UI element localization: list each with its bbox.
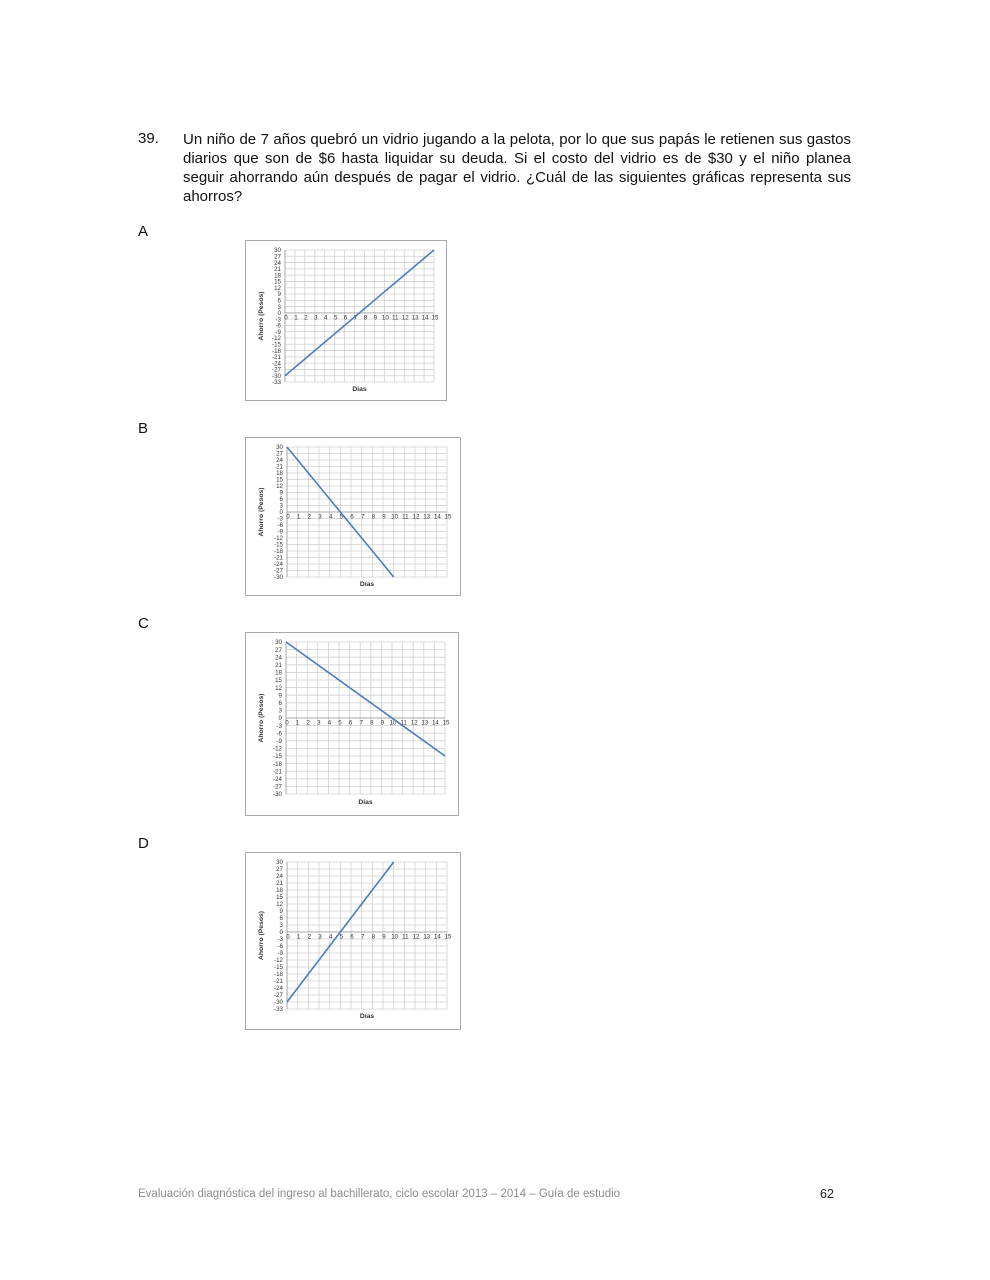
x-tick-label: 14 bbox=[431, 719, 439, 727]
x-tick-label: 8 bbox=[370, 719, 374, 727]
x-tick-label: 13 bbox=[421, 719, 429, 727]
y-tick-label: -6 bbox=[277, 943, 283, 951]
y-tick-label: 27 bbox=[276, 450, 283, 458]
x-tick-label: 1 bbox=[296, 933, 301, 941]
x-tick-label: 13 bbox=[423, 513, 431, 521]
y-tick-label: -24 bbox=[273, 776, 282, 783]
y-tick-label: -18 bbox=[272, 347, 281, 355]
chart-option-a bbox=[245, 240, 447, 401]
y-tick-label: -21 bbox=[274, 554, 283, 562]
y-tick-label: -21 bbox=[273, 768, 282, 776]
x-tick-label: 8 bbox=[363, 314, 368, 322]
y-tick-label: 3 bbox=[277, 303, 281, 311]
y-tick-label: -12 bbox=[274, 957, 283, 965]
y-tick-label: 24 bbox=[274, 259, 281, 267]
y-tick-label: 30 bbox=[276, 444, 283, 452]
y-tick-label: 12 bbox=[276, 901, 283, 909]
series-line bbox=[286, 642, 445, 756]
y-tick-label: -33 bbox=[274, 1006, 283, 1014]
x-tick-label: 5 bbox=[333, 314, 338, 322]
y-tick-label: -27 bbox=[274, 992, 283, 1000]
x-tick-label: 11 bbox=[400, 719, 407, 727]
y-tick-label: 24 bbox=[276, 457, 283, 465]
x-tick-label: 7 bbox=[360, 933, 365, 941]
y-tick-label: -15 bbox=[273, 753, 282, 761]
y-tick-label: -24 bbox=[274, 985, 283, 993]
question-number: 39. bbox=[138, 130, 159, 147]
y-tick-label: -27 bbox=[272, 366, 281, 374]
y-axis-label: Ahorro (Pesos) bbox=[258, 291, 265, 341]
x-tick-label: 15 bbox=[442, 719, 450, 727]
x-tick-label: 9 bbox=[373, 314, 378, 322]
y-tick-label: -18 bbox=[274, 548, 283, 556]
y-tick-label: 6 bbox=[277, 297, 281, 305]
y-tick-label: 0 bbox=[278, 715, 282, 723]
y-tick-label: 3 bbox=[278, 707, 282, 715]
y-tick-label: -12 bbox=[273, 745, 282, 753]
x-tick-label: 6 bbox=[343, 314, 348, 322]
x-tick-label: 12 bbox=[410, 719, 418, 727]
y-tick-label: 18 bbox=[274, 272, 281, 280]
x-tick-label: 0 bbox=[284, 314, 288, 322]
x-tick-label: 7 bbox=[360, 513, 365, 521]
y-tick-label: 18 bbox=[276, 470, 283, 478]
option-label-b: B bbox=[138, 420, 149, 437]
y-tick-label: 24 bbox=[275, 654, 282, 662]
y-tick-label: -18 bbox=[274, 971, 283, 979]
y-tick-label: -3 bbox=[275, 316, 281, 324]
chart-d-svg bbox=[246, 853, 460, 1029]
y-tick-label: 18 bbox=[276, 887, 283, 895]
x-tick-label: 10 bbox=[389, 719, 397, 727]
x-tick-label: 2 bbox=[307, 933, 312, 941]
y-tick-label: -24 bbox=[272, 360, 281, 368]
y-tick-label: 6 bbox=[279, 915, 283, 923]
y-tick-label: -30 bbox=[273, 791, 282, 799]
y-tick-label: -15 bbox=[272, 341, 281, 349]
y-axis-label: Ahorro (Pesos) bbox=[258, 693, 265, 743]
x-tick-label: 6 bbox=[350, 513, 354, 521]
y-tick-label: 12 bbox=[276, 483, 283, 491]
x-tick-label: 9 bbox=[382, 933, 386, 941]
y-tick-label: -6 bbox=[275, 322, 281, 330]
y-tick-label: 3 bbox=[279, 502, 283, 510]
y-tick-label: 0 bbox=[279, 509, 283, 517]
y-tick-label: -3 bbox=[276, 722, 282, 730]
chart-c-svg bbox=[246, 633, 458, 815]
y-tick-label: -9 bbox=[277, 528, 283, 536]
y-tick-label: -9 bbox=[276, 738, 282, 745]
x-tick-label: 14 bbox=[421, 314, 429, 322]
x-tick-label: 15 bbox=[444, 513, 452, 521]
x-tick-label: 9 bbox=[380, 719, 385, 727]
y-tick-label: 9 bbox=[277, 291, 281, 299]
y-tick-label: -21 bbox=[272, 354, 281, 362]
x-tick-label: 1 bbox=[295, 719, 300, 727]
x-tick-label: 4 bbox=[327, 719, 332, 727]
y-tick-label: 18 bbox=[275, 669, 282, 677]
x-tick-label: 8 bbox=[371, 933, 376, 941]
y-tick-label: -30 bbox=[274, 574, 283, 582]
x-tick-label: 15 bbox=[444, 933, 452, 941]
x-axis-label: Días bbox=[359, 581, 375, 588]
chart-a-svg bbox=[246, 241, 446, 400]
y-tick-label: 30 bbox=[274, 247, 281, 255]
y-tick-label: 15 bbox=[276, 894, 283, 902]
y-tick-label: 3 bbox=[279, 922, 283, 930]
x-tick-label: 12 bbox=[401, 314, 409, 322]
x-tick-label: 0 bbox=[285, 719, 289, 727]
question-text: Un niño de 7 años quebró un vidrio jugando a la pelota, por lo que sus papás le retienen sus gastos diarios que son de $6 hasta liquidar su deuda. Si el costo del vidrio es de $30 y el niño planea seguir ahorrando aún después de pagar el vidrio. ¿Cuál de las siguientes gráficas representa sus ahorros? bbox=[183, 131, 851, 205]
y-tick-label: 21 bbox=[276, 880, 283, 888]
x-tick-label: 13 bbox=[423, 933, 431, 941]
x-tick-label: 11 bbox=[392, 314, 399, 322]
x-tick-label: 7 bbox=[359, 719, 363, 727]
y-tick-label: 0 bbox=[277, 310, 281, 318]
y-tick-label: 6 bbox=[278, 700, 282, 707]
y-tick-label: 12 bbox=[274, 284, 281, 292]
y-tick-label: 27 bbox=[276, 866, 283, 874]
x-tick-label: 8 bbox=[371, 513, 376, 521]
x-tick-label: 3 bbox=[318, 513, 322, 521]
x-tick-label: 1 bbox=[294, 314, 298, 322]
y-tick-label: -9 bbox=[277, 950, 283, 958]
x-tick-label: 5 bbox=[339, 513, 344, 521]
y-tick-label: -6 bbox=[276, 730, 282, 738]
y-tick-label: 0 bbox=[279, 929, 283, 937]
x-tick-label: 10 bbox=[381, 314, 389, 322]
x-tick-label: 11 bbox=[402, 933, 409, 941]
option-label-d: D bbox=[138, 835, 149, 852]
y-tick-label: -12 bbox=[272, 335, 281, 343]
option-label-a: A bbox=[138, 223, 149, 240]
x-tick-label: 9 bbox=[382, 513, 386, 521]
x-tick-label: 4 bbox=[324, 314, 328, 322]
y-tick-label: 30 bbox=[276, 859, 283, 867]
x-tick-label: 10 bbox=[391, 933, 399, 941]
y-tick-label: -3 bbox=[277, 936, 283, 944]
y-tick-label: -27 bbox=[273, 783, 282, 791]
x-tick-label: 1 bbox=[296, 513, 301, 521]
y-axis-label: Ahorro (Pesos) bbox=[258, 487, 265, 537]
y-tick-label: -24 bbox=[274, 561, 283, 569]
x-tick-label: 3 bbox=[317, 719, 321, 727]
y-axis-label: Ahorro (Pesos) bbox=[258, 910, 265, 961]
y-tick-label: -30 bbox=[274, 999, 283, 1007]
y-tick-label: 27 bbox=[275, 646, 282, 654]
y-tick-label: -27 bbox=[274, 567, 283, 575]
x-tick-label: 2 bbox=[304, 314, 308, 322]
y-tick-label: -21 bbox=[274, 978, 283, 986]
x-tick-label: 7 bbox=[353, 314, 358, 322]
x-tick-label: 12 bbox=[412, 933, 420, 941]
y-tick-label: 12 bbox=[275, 684, 282, 692]
footer-text: Evaluación diagnóstica del ingreso al bachillerato, ciclo escolar 2013 – 2014 – Guía de estudio bbox=[138, 1188, 621, 1200]
x-tick-label: 3 bbox=[318, 933, 322, 941]
x-tick-label: 14 bbox=[433, 933, 441, 941]
x-tick-label: 0 bbox=[286, 933, 290, 941]
y-tick-label: 27 bbox=[274, 253, 281, 261]
y-tick-label: -9 bbox=[275, 328, 281, 336]
y-tick-label: 9 bbox=[278, 692, 282, 700]
x-tick-label: 10 bbox=[391, 513, 399, 521]
chart-b-svg bbox=[246, 438, 460, 595]
chart-option-d bbox=[245, 852, 461, 1030]
page-number: 62 bbox=[820, 1187, 834, 1201]
x-axis-label: Días bbox=[352, 386, 367, 393]
x-tick-label: 3 bbox=[314, 314, 318, 322]
x-tick-label: 0 bbox=[286, 513, 290, 521]
x-tick-label: 6 bbox=[350, 933, 354, 941]
y-tick-label: 21 bbox=[276, 463, 283, 471]
x-tick-label: 2 bbox=[306, 719, 310, 727]
x-tick-label: 12 bbox=[412, 513, 420, 521]
y-tick-label: 15 bbox=[274, 278, 281, 286]
y-tick-label: 30 bbox=[275, 639, 282, 647]
option-label-c: C bbox=[138, 615, 149, 632]
y-tick-label: 21 bbox=[274, 266, 281, 274]
y-tick-label: 21 bbox=[275, 662, 282, 669]
x-tick-label: 14 bbox=[433, 513, 441, 521]
x-tick-label: 5 bbox=[339, 933, 344, 941]
y-tick-label: -15 bbox=[274, 541, 283, 549]
x-tick-label: 6 bbox=[348, 719, 353, 727]
chart-option-b bbox=[245, 437, 461, 596]
x-tick-label: 13 bbox=[411, 314, 419, 322]
x-tick-label: 4 bbox=[328, 513, 333, 521]
y-tick-label: 6 bbox=[279, 496, 283, 504]
y-tick-label: 9 bbox=[279, 908, 283, 916]
x-tick-label: 5 bbox=[338, 719, 342, 727]
y-tick-label: -30 bbox=[272, 372, 281, 380]
x-axis-label: Días bbox=[358, 799, 373, 806]
y-tick-label: -15 bbox=[274, 964, 283, 972]
x-tick-label: 4 bbox=[328, 933, 333, 941]
y-tick-label: -3 bbox=[277, 515, 283, 523]
y-tick-label: 15 bbox=[276, 476, 283, 484]
x-tick-label: 2 bbox=[307, 513, 312, 521]
y-tick-label: -33 bbox=[272, 379, 281, 387]
y-tick-label: 24 bbox=[276, 873, 283, 881]
y-tick-label: 9 bbox=[279, 489, 283, 497]
y-tick-label: 15 bbox=[275, 677, 282, 685]
x-tick-label: 11 bbox=[402, 513, 409, 521]
chart-option-c bbox=[245, 632, 459, 816]
x-tick-label: 15 bbox=[431, 314, 439, 322]
y-tick-label: -18 bbox=[273, 760, 282, 768]
x-axis-label: Días bbox=[359, 1013, 375, 1020]
y-tick-label: -6 bbox=[277, 522, 283, 530]
y-tick-label: -12 bbox=[274, 535, 283, 543]
